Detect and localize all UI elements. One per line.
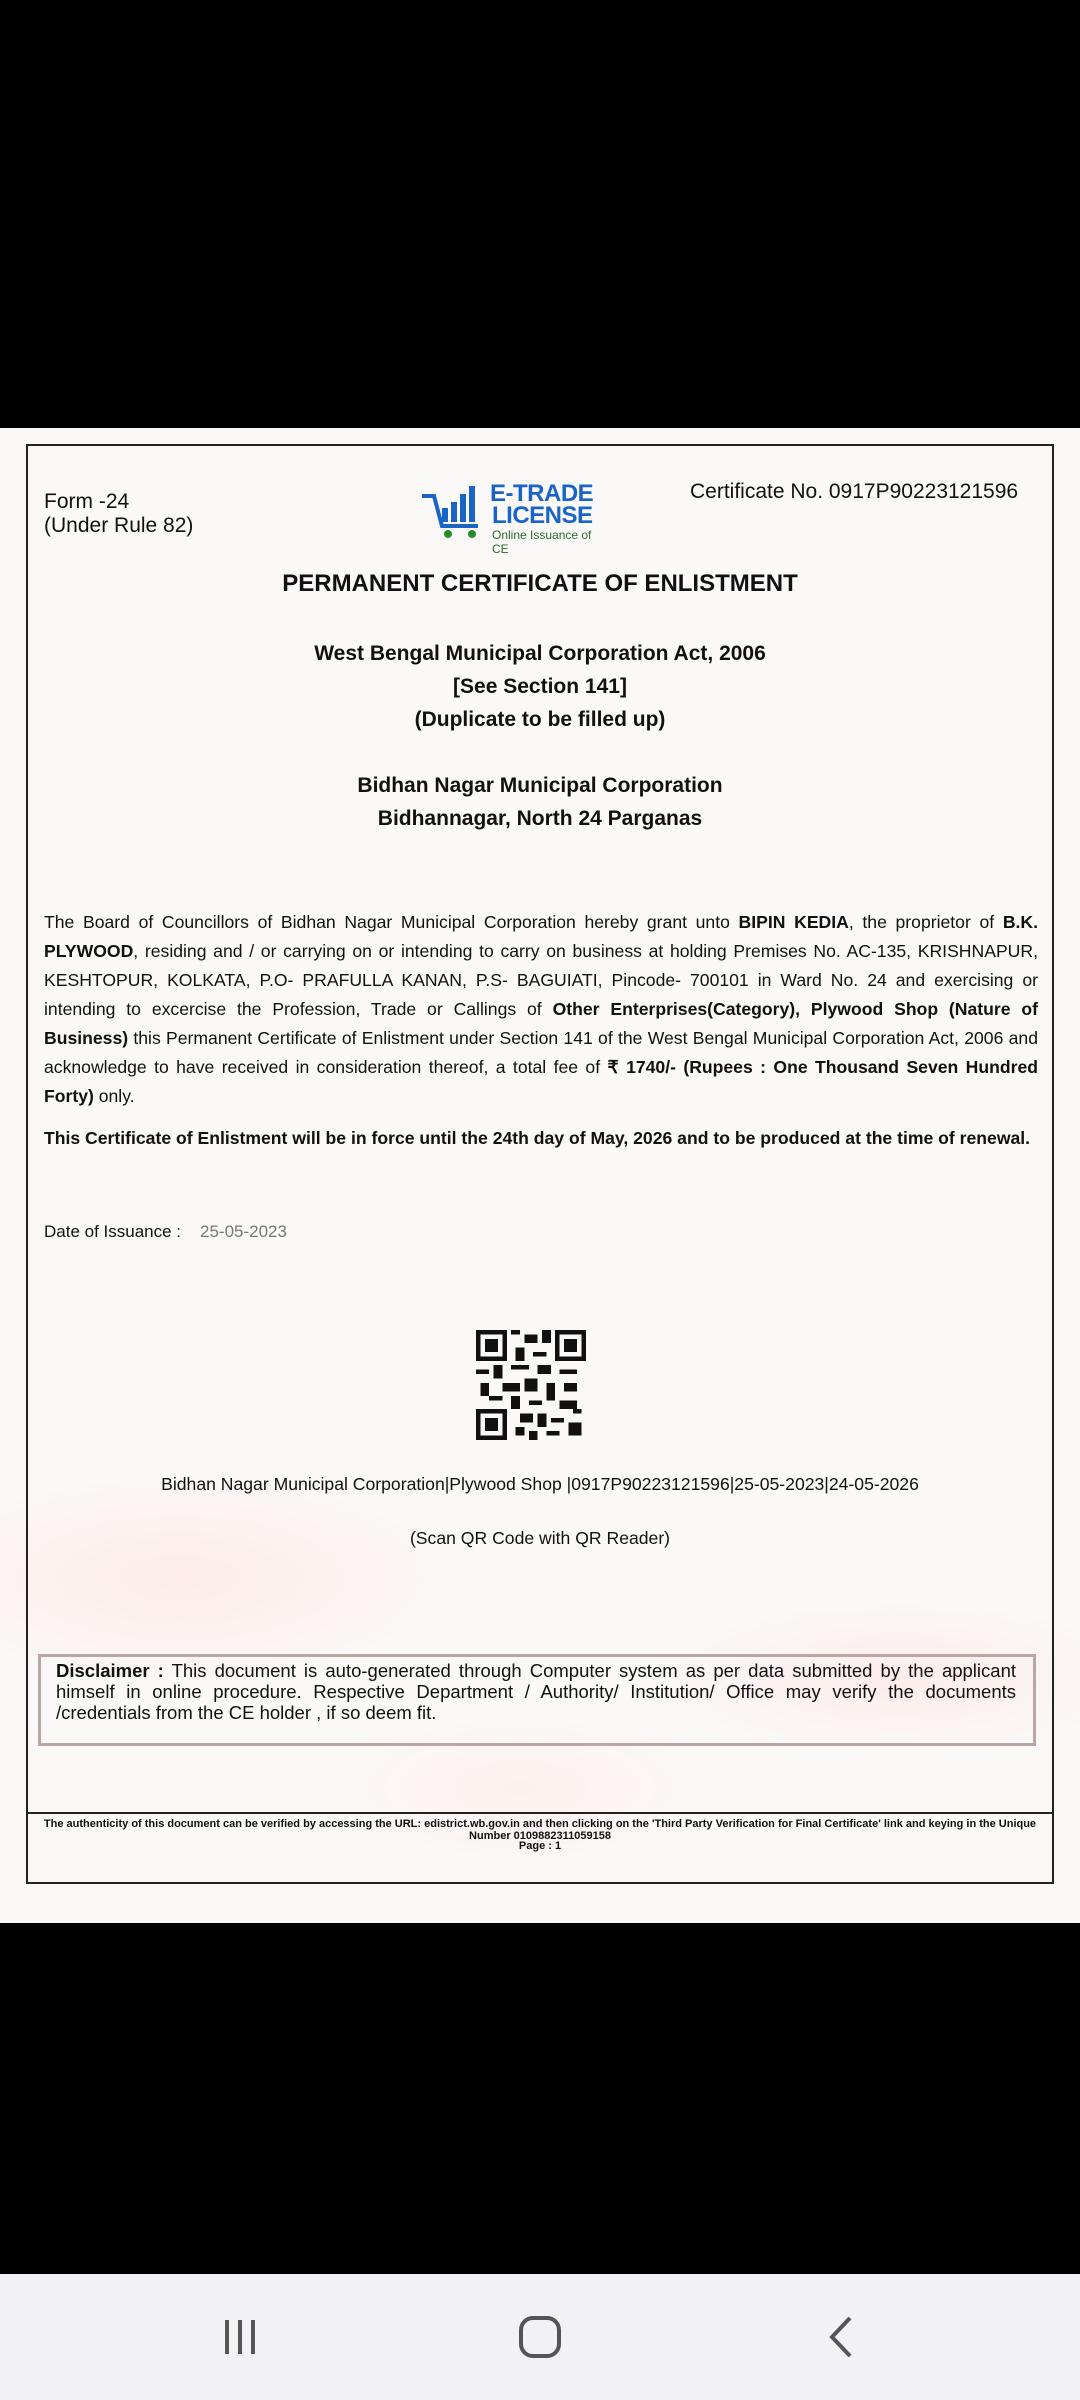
act-name: West Bengal Municipal Corporation Act, 2006 (314, 642, 766, 665)
corporation-place: Bidhannagar, North 24 Parganas (377, 807, 703, 830)
android-navigation-bar (0, 2274, 1080, 2400)
page-number: Page : 1 (518, 1840, 562, 1852)
certificate-number: Certificate No. 0917P90223121596 (690, 480, 1019, 503)
home-button[interactable] (505, 2302, 575, 2372)
form-number: Form -24 (44, 490, 130, 513)
qr-code-icon (476, 1330, 586, 1440)
grant-paragraph: The Board of Councillors of Bidhan Nagar Municipal Corporation hereby grant unto BIPIN KEDIA, the proprietor of B.K. PLYWOOD, residing and / or carrying on or intending to carry on business at holding Premises No. AC-135, KRISHNAPUR, KESHTOPUR, KOLKATA, P.O- PRAFULLA KANAN, P.S- BAGUIATI, Pincode- 700101 in Ward No. 24 and exercising or intending to excercise the Profession, Trade or Callings of Other Enterprises(Category), Plywood Shop (Nature of Business) this Permanent Certificate of Enlistment under Section 141 of the West Bengal Municipal Corporation Act, 2006 and acknowledge to have received in consideration thereof, a total fee of ₹ 1740/- (Rupees : One Thousand Seven Hundred Forty) only. (44, 912, 1038, 1106)
validity-statement: This Certificate of Enlistment will be in force until the 24th day of May, 2026 and to be produced at the time of renewal. (44, 1128, 1031, 1148)
form-rule: (Under Rule 82) (44, 514, 194, 537)
cart-icon (420, 480, 490, 544)
verification-note: The authenticity of this document can be verified by accessing the URL: edistrict.wb.gov.in and then clicking on the 'Third Party Verification for Final Certificate' link and keying in the Unique Number 0109882311059158 (43, 1818, 1037, 1842)
recent-apps-button[interactable] (205, 2302, 275, 2372)
back-button[interactable] (808, 2302, 878, 2372)
home-icon (505, 2302, 575, 2372)
scan-instruction: (Scan QR Code with QR Reader) (409, 1528, 671, 1548)
certificate-document (0, 428, 1080, 1923)
business-name: B.K. PLYWOOD (44, 912, 1038, 961)
holder-name: BIPIN KEDIA (738, 912, 849, 932)
corporation-name: Bidhan Nagar Municipal Corporation (357, 774, 723, 797)
disclaimer-text: Disclaimer : This document is auto-generated through Computer system as per data submitted by the applicant himself in online procedure. Respective Department / Authority/ Institution/ Office may verify the documents /credentials from the CE holder , if so deem fit. (56, 1660, 1016, 1723)
fee-amount: ₹ 1740/- (Rupees : One Thousand Seven Hundred Forty) (44, 1057, 1038, 1106)
logo-text-etrade: E-TRADE (490, 480, 594, 507)
footer-divider (26, 1812, 1054, 1814)
act-section: [See Section 141] (453, 675, 627, 698)
etrade-logo (420, 480, 600, 556)
recent-apps-icon (205, 2302, 275, 2372)
issuance-date: 25-05-2023 (200, 1222, 287, 1241)
qr-caption: Bidhan Nagar Municipal Corporation|Plywood Shop |0917P90223121596|25-05-2023|24-05-2026 (161, 1474, 919, 1494)
duplicate-note: (Duplicate to be filled up) (414, 708, 666, 731)
disclaimer-label: Disclaimer : (56, 1660, 164, 1681)
certificate-title: PERMANENT CERTIFICATE OF ENLISTMENT (282, 570, 798, 597)
logo-text-license: LICENSE (492, 502, 593, 529)
back-icon (808, 2302, 878, 2372)
issuance-label: Date of Issuance : (44, 1222, 182, 1241)
business-category: Other Enterprises(Category), Plywood Shop (Nature of Business) (44, 999, 1038, 1048)
logo-tagline: Online Issuance of CE (492, 528, 592, 556)
